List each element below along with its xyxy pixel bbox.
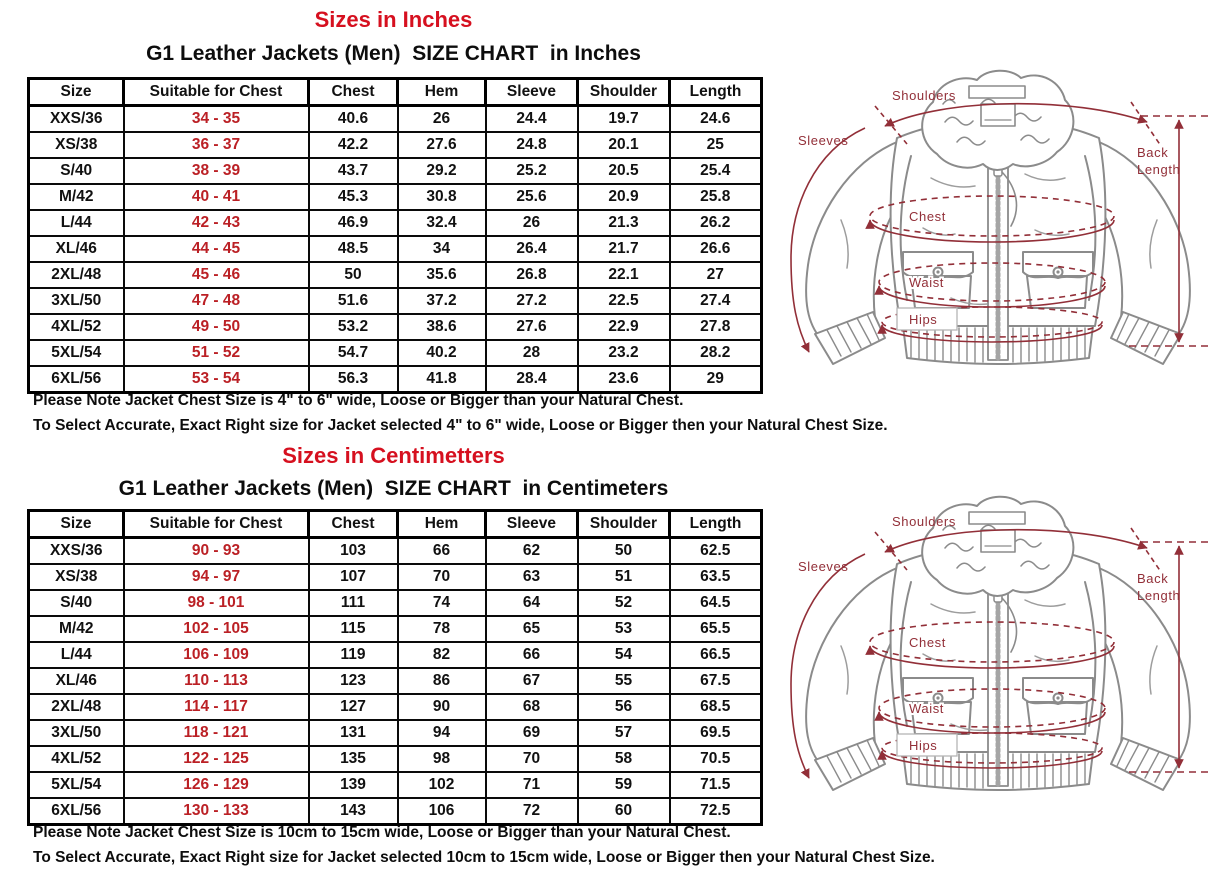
value-cell: 63: [486, 564, 578, 590]
value-cell: 106 - 109: [124, 642, 309, 668]
value-cell: 62: [486, 538, 578, 565]
column-header: Size: [29, 79, 124, 106]
column-header: Length: [670, 511, 762, 538]
value-cell: 24.4: [486, 106, 578, 133]
column-header: Suitable for Chest: [124, 511, 309, 538]
size-cell: M/42: [29, 616, 124, 642]
value-cell: 139: [309, 772, 398, 798]
value-cell: 22.1: [578, 262, 670, 288]
value-cell: 114 - 117: [124, 694, 309, 720]
note-cm-1: Please Note Jacket Chest Size is 10cm to 15cm wide, Loose or Bigger than your Natural Chest.: [33, 824, 731, 841]
value-cell: 26: [486, 210, 578, 236]
column-header: Hem: [398, 511, 486, 538]
value-cell: 66: [398, 538, 486, 565]
table-row: [29, 132, 762, 158]
value-cell: 50: [578, 538, 670, 565]
column-header: Length: [670, 79, 762, 106]
value-cell: 50: [309, 262, 398, 288]
shoulders-label: Shoulders: [892, 514, 956, 529]
value-cell: 110 - 113: [124, 668, 309, 694]
value-cell: 65.5: [670, 616, 762, 642]
value-cell: 45.3: [309, 184, 398, 210]
size-cell: 6XL/56: [29, 366, 124, 393]
table-row: [29, 642, 762, 668]
value-cell: 90 - 93: [124, 538, 309, 565]
jacket-body-art: [806, 497, 1190, 790]
value-cell: 111: [309, 590, 398, 616]
value-cell: 44 - 45: [124, 236, 309, 262]
column-header: Size: [29, 511, 124, 538]
table-row: [29, 798, 762, 825]
value-cell: 38 - 39: [124, 158, 309, 184]
value-cell: 25.6: [486, 184, 578, 210]
size-cell: 4XL/52: [29, 314, 124, 340]
value-cell: 49 - 50: [124, 314, 309, 340]
value-cell: 28.4: [486, 366, 578, 393]
value-cell: 64.5: [670, 590, 762, 616]
value-cell: 78: [398, 616, 486, 642]
value-cell: 67: [486, 668, 578, 694]
jacket-measurement-diagram-inches: [785, 60, 1211, 398]
value-cell: 25.2: [486, 158, 578, 184]
back-length-label-line2: Length: [1137, 588, 1181, 603]
size-cell: XL/46: [29, 236, 124, 262]
back-length-label-line1: Back: [1137, 145, 1169, 160]
value-cell: 67.5: [670, 668, 762, 694]
value-cell: 40.2: [398, 340, 486, 366]
note-cm-2: To Select Accurate, Exact Right size for Jacket selected 10cm to 15cm wide, Loose or Bigger then your Natural Chest Size.: [33, 849, 935, 866]
value-cell: 51.6: [309, 288, 398, 314]
chest-label: Chest: [909, 209, 946, 224]
value-cell: 24.8: [486, 132, 578, 158]
value-cell: 135: [309, 746, 398, 772]
value-cell: 72: [486, 798, 578, 825]
table-row: [29, 590, 762, 616]
column-header: Hem: [398, 79, 486, 106]
jacket-illustration: [791, 497, 1209, 790]
value-cell: 25: [670, 132, 762, 158]
value-cell: 127: [309, 694, 398, 720]
value-cell: 59: [578, 772, 670, 798]
size-cell: XXS/36: [29, 106, 124, 133]
value-cell: 41.8: [398, 366, 486, 393]
value-cell: 54.7: [309, 340, 398, 366]
value-cell: 53: [578, 616, 670, 642]
size-cell: 3XL/50: [29, 720, 124, 746]
size-cell: L/44: [29, 642, 124, 668]
value-cell: 66: [486, 642, 578, 668]
value-cell: 27.6: [398, 132, 486, 158]
value-cell: 35.6: [398, 262, 486, 288]
table-header-row: [29, 511, 762, 538]
table-row: [29, 314, 762, 340]
value-cell: 54: [578, 642, 670, 668]
section-title-inches: G1 Leather Jackets (Men) SIZE CHART in Inches: [146, 42, 641, 65]
size-cell: XXS/36: [29, 538, 124, 565]
table-row: [29, 158, 762, 184]
value-cell: 27.4: [670, 288, 762, 314]
size-cell: 4XL/52: [29, 746, 124, 772]
size-cell: 6XL/56: [29, 798, 124, 825]
value-cell: 52: [578, 590, 670, 616]
value-cell: 37.2: [398, 288, 486, 314]
value-cell: 21.3: [578, 210, 670, 236]
value-cell: 19.7: [578, 106, 670, 133]
size-cell: L/44: [29, 210, 124, 236]
size-cell: S/40: [29, 590, 124, 616]
table-row: [29, 694, 762, 720]
note-inches-2: To Select Accurate, Exact Right size for Jacket selected 4" to 6" wide, Loose or Bigger then your Natural Chest Size.: [33, 417, 888, 434]
value-cell: 34: [398, 236, 486, 262]
table-row: [29, 538, 762, 565]
size-table-inches: [27, 77, 763, 394]
value-cell: 45 - 46: [124, 262, 309, 288]
table-row: [29, 340, 762, 366]
sleeves-label: Sleeves: [798, 559, 849, 574]
size-cell: 5XL/54: [29, 340, 124, 366]
value-cell: 58: [578, 746, 670, 772]
jacket-measurement-diagram-cm: [785, 486, 1211, 824]
column-header: Suitable for Chest: [124, 79, 309, 106]
value-cell: 46.9: [309, 210, 398, 236]
column-header: Sleeve: [486, 511, 578, 538]
table-row: [29, 668, 762, 694]
table-header-row: [29, 79, 762, 106]
value-cell: 123: [309, 668, 398, 694]
value-cell: 98 - 101: [124, 590, 309, 616]
waist-label: Waist: [909, 275, 945, 290]
value-cell: 94 - 97: [124, 564, 309, 590]
column-header: Chest: [309, 511, 398, 538]
value-cell: 70.5: [670, 746, 762, 772]
value-cell: 82: [398, 642, 486, 668]
value-cell: 66.5: [670, 642, 762, 668]
shoulders-label: Shoulders: [892, 88, 956, 103]
value-cell: 29: [670, 366, 762, 393]
value-cell: 106: [398, 798, 486, 825]
value-cell: 56.3: [309, 366, 398, 393]
value-cell: 69: [486, 720, 578, 746]
value-cell: 28: [486, 340, 578, 366]
value-cell: 56: [578, 694, 670, 720]
value-cell: 86: [398, 668, 486, 694]
value-cell: 131: [309, 720, 398, 746]
value-cell: 27.2: [486, 288, 578, 314]
value-cell: 68: [486, 694, 578, 720]
value-cell: 53 - 54: [124, 366, 309, 393]
value-cell: 98: [398, 746, 486, 772]
back-length-label-line1: Back: [1137, 571, 1169, 586]
value-cell: 27.8: [670, 314, 762, 340]
value-cell: 51: [578, 564, 670, 590]
size-cell: M/42: [29, 184, 124, 210]
value-cell: 29.2: [398, 158, 486, 184]
value-cell: 23.6: [578, 366, 670, 393]
value-cell: 107: [309, 564, 398, 590]
value-cell: 71: [486, 772, 578, 798]
size-table-cm: [27, 509, 763, 826]
note-inches-1: Please Note Jacket Chest Size is 4" to 6" wide, Loose or Bigger than your Natural Chest.: [33, 392, 684, 409]
value-cell: 69.5: [670, 720, 762, 746]
table-row: [29, 772, 762, 798]
waist-label: Waist: [909, 701, 945, 716]
value-cell: 20.1: [578, 132, 670, 158]
value-cell: 118 - 121: [124, 720, 309, 746]
value-cell: 55: [578, 668, 670, 694]
section-title-cm: G1 Leather Jackets (Men) SIZE CHART in Centimeters: [118, 477, 669, 500]
value-cell: 64: [486, 590, 578, 616]
sleeves-label: Sleeves: [798, 133, 849, 148]
value-cell: 21.7: [578, 236, 670, 262]
value-cell: 24.6: [670, 106, 762, 133]
value-cell: 48.5: [309, 236, 398, 262]
value-cell: 119: [309, 642, 398, 668]
value-cell: 22.9: [578, 314, 670, 340]
value-cell: 23.2: [578, 340, 670, 366]
column-header: Shoulder: [578, 79, 670, 106]
value-cell: 40.6: [309, 106, 398, 133]
size-cell: S/40: [29, 158, 124, 184]
table-row: [29, 616, 762, 642]
value-cell: 102: [398, 772, 486, 798]
value-cell: 51 - 52: [124, 340, 309, 366]
value-cell: 26.2: [670, 210, 762, 236]
value-cell: 74: [398, 590, 486, 616]
value-cell: 22.5: [578, 288, 670, 314]
value-cell: 70: [398, 564, 486, 590]
value-cell: 26.6: [670, 236, 762, 262]
size-cell: XL/46: [29, 668, 124, 694]
table-row: [29, 366, 762, 393]
value-cell: 26: [398, 106, 486, 133]
value-cell: 38.6: [398, 314, 486, 340]
back-length-label-line2: Length: [1137, 162, 1181, 177]
jacket-illustration: [791, 71, 1209, 364]
value-cell: 71.5: [670, 772, 762, 798]
value-cell: 34 - 35: [124, 106, 309, 133]
value-cell: 36 - 37: [124, 132, 309, 158]
value-cell: 27: [670, 262, 762, 288]
section-heading-inches: Sizes in Inches: [314, 7, 473, 32]
table-row: [29, 184, 762, 210]
value-cell: 57: [578, 720, 670, 746]
value-cell: 25.4: [670, 158, 762, 184]
value-cell: 20.9: [578, 184, 670, 210]
value-cell: 102 - 105: [124, 616, 309, 642]
value-cell: 42.2: [309, 132, 398, 158]
value-cell: 30.8: [398, 184, 486, 210]
value-cell: 28.2: [670, 340, 762, 366]
value-cell: 126 - 129: [124, 772, 309, 798]
section-heading-cm: Sizes in Centimetters: [282, 443, 505, 468]
value-cell: 43.7: [309, 158, 398, 184]
table-row: [29, 746, 762, 772]
table-row: [29, 262, 762, 288]
value-cell: 130 - 133: [124, 798, 309, 825]
value-cell: 42 - 43: [124, 210, 309, 236]
table-row: [29, 564, 762, 590]
value-cell: 65: [486, 616, 578, 642]
size-cell: XS/38: [29, 132, 124, 158]
value-cell: 103: [309, 538, 398, 565]
size-cell: 5XL/54: [29, 772, 124, 798]
hips-label: Hips: [909, 312, 938, 327]
value-cell: 60: [578, 798, 670, 825]
size-cell: XS/38: [29, 564, 124, 590]
table-row: [29, 106, 762, 133]
value-cell: 32.4: [398, 210, 486, 236]
value-cell: 40 - 41: [124, 184, 309, 210]
size-cell: 3XL/50: [29, 288, 124, 314]
value-cell: 94: [398, 720, 486, 746]
table-row: [29, 288, 762, 314]
column-header: Sleeve: [486, 79, 578, 106]
jacket-body-art: [806, 71, 1190, 364]
value-cell: 72.5: [670, 798, 762, 825]
value-cell: 143: [309, 798, 398, 825]
value-cell: 53.2: [309, 314, 398, 340]
value-cell: 90: [398, 694, 486, 720]
value-cell: 115: [309, 616, 398, 642]
value-cell: 68.5: [670, 694, 762, 720]
value-cell: 20.5: [578, 158, 670, 184]
hips-label: Hips: [909, 738, 938, 753]
value-cell: 122 - 125: [124, 746, 309, 772]
value-cell: 25.8: [670, 184, 762, 210]
column-header: Chest: [309, 79, 398, 106]
value-cell: 27.6: [486, 314, 578, 340]
value-cell: 62.5: [670, 538, 762, 565]
value-cell: 26.4: [486, 236, 578, 262]
table-row: [29, 720, 762, 746]
value-cell: 63.5: [670, 564, 762, 590]
chest-label: Chest: [909, 635, 946, 650]
value-cell: 70: [486, 746, 578, 772]
size-cell: 2XL/48: [29, 694, 124, 720]
size-cell: 2XL/48: [29, 262, 124, 288]
column-header: Shoulder: [578, 511, 670, 538]
value-cell: 47 - 48: [124, 288, 309, 314]
table-row: [29, 210, 762, 236]
value-cell: 26.8: [486, 262, 578, 288]
table-row: [29, 236, 762, 262]
